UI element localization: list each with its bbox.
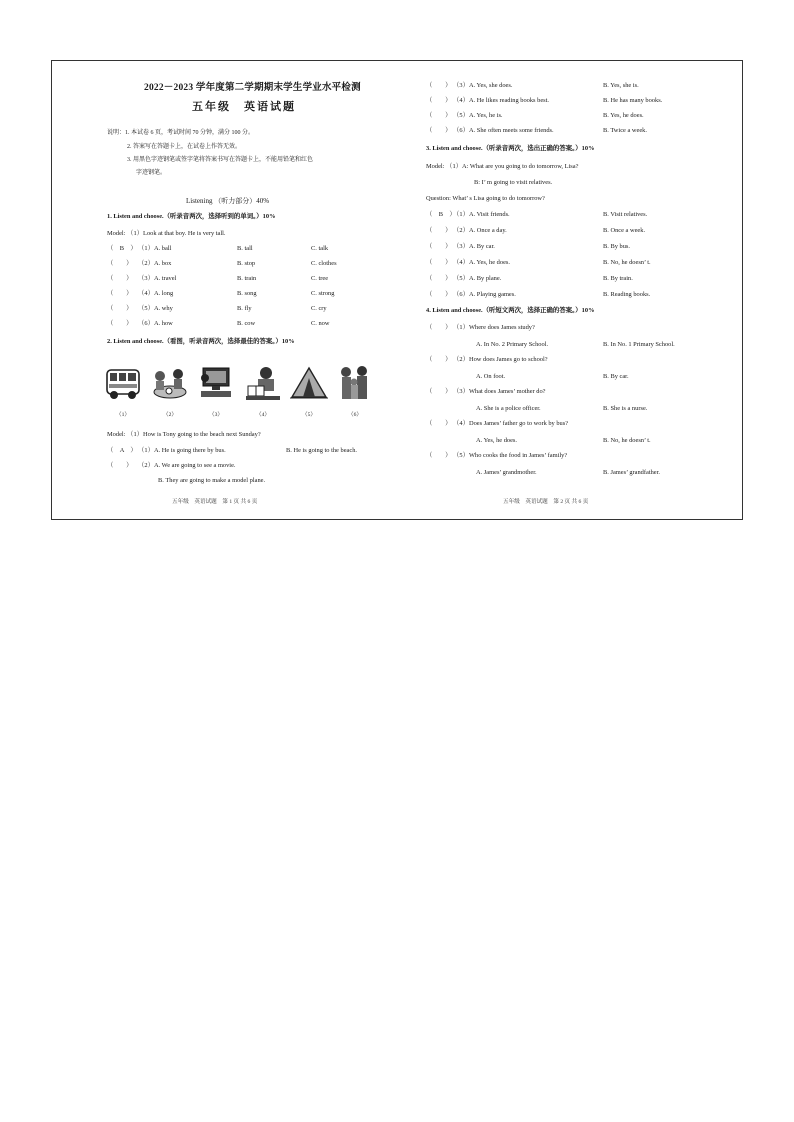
section3-heading: 3. Listen and choose.（听录音两次，选出正确的答案。）10%	[426, 145, 595, 152]
answer-blank[interactable]: （ ）	[426, 227, 452, 234]
answer-blank[interactable]: （ ）	[426, 420, 452, 427]
exam-sheet	[51, 60, 743, 520]
picture-label: （2）	[163, 412, 177, 418]
option-a: （2）A. We are going to see a movie.	[138, 462, 236, 469]
answer-blank[interactable]: （ ）	[426, 388, 452, 395]
answer-blank[interactable]: （ A ）	[107, 447, 137, 454]
option-a: （4）A. long	[138, 290, 174, 297]
option-a: A. James’ grandmother.	[476, 469, 537, 476]
instruction-line: 3. 用黑色字迹钢笔或签字笔将答案书写在答题卡上，不能用铅笔和红色	[127, 157, 314, 163]
answer-blank[interactable]: （ ）	[426, 275, 452, 282]
option-b: B. cow	[237, 320, 256, 327]
option-a: A. She is a police officer.	[476, 405, 541, 412]
exam-subtitle: 五年级 英语试题	[192, 101, 296, 113]
section1-heading: 1. Listen and choose.（听录音两次，选择听到的单词。）10%	[107, 213, 276, 220]
answer-blank[interactable]: （ ）	[426, 259, 452, 266]
question-text: （4）Does James’ father go to work by bus?	[453, 420, 569, 427]
question-text: （1）Where does James study?	[453, 324, 535, 331]
option-c: C. tree	[311, 275, 329, 282]
option-b: B. Visit relatives.	[603, 211, 648, 218]
answer-blank[interactable]: （ ）	[107, 462, 133, 469]
answer-blank[interactable]: （ B ）	[426, 211, 456, 218]
answer-blank[interactable]: （ ）	[426, 112, 452, 119]
answer-blank[interactable]: （ ）	[426, 291, 452, 298]
option-a: A. Yes, he does.	[476, 437, 518, 444]
page-1	[52, 61, 398, 519]
instruction-line: 字迹钢笔。	[136, 170, 167, 176]
option-a: （6）A. She often meets some friends.	[453, 127, 554, 134]
option-b: B. tall	[237, 245, 253, 252]
answer-blank[interactable]: （ ）	[426, 243, 452, 250]
option-b: B. She is a nurse.	[603, 405, 648, 412]
option-a: （4）A. He likes reading books best.	[453, 97, 550, 104]
tent-icon	[290, 364, 328, 402]
option-a: （3）A. travel	[138, 275, 177, 282]
section2-model: Model: （1）How is Tony going to the beach next Sunday?	[107, 431, 261, 438]
option-a: （2）A. box	[138, 260, 172, 267]
option-a: （3）A. Yes, she does.	[453, 82, 513, 89]
answer-blank[interactable]: （ ）	[107, 260, 133, 267]
option-b: B. By car.	[603, 373, 629, 380]
option-a: （1）A. Visit friends.	[453, 211, 510, 218]
family-icon	[336, 364, 374, 402]
picture-label: （5）	[302, 412, 316, 418]
option-b: B. By train.	[603, 275, 633, 282]
page-footer: 五年级 英语试题 第 2 页 共 6 页	[503, 499, 589, 505]
option-b: B. Yes, he does.	[603, 112, 644, 119]
option-a: （1）A. He is going there by bus.	[138, 447, 226, 454]
answer-blank[interactable]: （ ）	[426, 97, 452, 104]
family-meal-icon	[151, 364, 189, 402]
option-b: B. In No. 1 Primary School.	[603, 341, 675, 348]
option-a: （6）A. Playing games.	[453, 291, 516, 298]
option-b: B. Once a week.	[603, 227, 646, 234]
option-b: B. He has many books.	[603, 97, 663, 104]
answer-blank[interactable]: （ ）	[107, 275, 133, 282]
option-b: B. song	[237, 290, 257, 297]
option-b: B. By bus.	[603, 243, 630, 250]
option-a: （2）A. Once a day.	[453, 227, 507, 234]
option-b: B. Reading books.	[603, 291, 651, 298]
option-a: （5）A. Yes, he is.	[453, 112, 503, 119]
question-text: （5）Who cooks the food in James’ family?	[453, 452, 568, 459]
answer-blank[interactable]: （ B ）	[107, 245, 137, 252]
option-b: B. James’ grandfather.	[603, 469, 661, 476]
option-b: B. train	[237, 275, 257, 282]
option-b: B. He is going to the beach.	[286, 447, 357, 454]
option-a: （1）A. ball	[138, 245, 172, 252]
reading-boy-icon	[244, 364, 282, 402]
option-c: C. now	[311, 320, 330, 327]
page-2	[398, 61, 744, 519]
picture-label: （3）	[209, 412, 223, 418]
answer-blank[interactable]: （ ）	[107, 320, 133, 327]
option-a: （5）A. why	[138, 305, 173, 312]
option-c: C. talk	[311, 245, 329, 252]
option-a: （4）A. Yes, he does.	[453, 259, 510, 266]
option-c: C. clothes	[311, 260, 337, 267]
question-text: （3）What does James’ mother do?	[453, 388, 546, 395]
option-b: B. fly	[237, 305, 252, 312]
option-a: （3）A. By car.	[453, 243, 495, 250]
answer-blank[interactable]: （ ）	[107, 305, 133, 312]
question-text: （2）How does James go to school?	[453, 356, 548, 363]
computer-icon	[197, 364, 235, 402]
option-a: （6）A. how	[138, 320, 173, 327]
instruction-line: 说明：1. 本试卷 6 页，考试时间 70 分钟，满分 100 分。	[107, 130, 255, 136]
section2-heading: 2. Listen and choose.（看图，听录音两次，选择最佳的答案。）10%	[107, 338, 295, 345]
bus-icon	[104, 364, 142, 402]
option-a: A. On foot.	[476, 373, 506, 380]
picture-label: （6）	[348, 412, 362, 418]
page-footer: 五年级 英语试题 第 1 页 共 6 页	[172, 499, 258, 505]
section1-model: Model: （1）Look at that boy. He is very tall.	[107, 230, 226, 237]
picture-label: （1）	[116, 412, 130, 418]
option-c: C. cry	[311, 305, 327, 312]
option-b: B. stop	[237, 260, 256, 267]
option-b: B. They are going to make a model plane.	[158, 477, 266, 484]
picture-label: （4）	[256, 412, 270, 418]
section3-model: Model: （1）A: What are you going to do tomorrow, Lisa?	[426, 163, 579, 170]
option-a: A. In No. 2 Primary School.	[476, 341, 549, 348]
exam-title: 2022－2023 学年度第二学期期末学生学业水平检测	[144, 83, 361, 93]
answer-blank[interactable]: （ ）	[426, 356, 452, 363]
option-b: B. No, he doesn’ t.	[603, 259, 651, 266]
answer-blank[interactable]: （ ）	[426, 452, 452, 459]
answer-blank[interactable]: （ ）	[426, 324, 452, 331]
section3-model-answer: B: I’ m going to visit relatives.	[474, 179, 553, 186]
answer-blank[interactable]: （ ）	[426, 82, 452, 89]
listening-heading: Listening （听力部分）40%	[186, 197, 270, 205]
option-b: B. No, he doesn’ t.	[603, 437, 651, 444]
section4-heading: 4. Listen and choose.（听短文两次，选择正确的答案。）10%	[426, 307, 595, 314]
section3-question: Question: What’ s Lisa going to do tomorrow?	[426, 195, 545, 202]
option-a: （5）A. By plane.	[453, 275, 502, 282]
option-b: B. Twice a week.	[603, 127, 647, 134]
instruction-line: 2. 答案写在答题卡上，在试卷上作答无效。	[127, 144, 242, 150]
answer-blank[interactable]: （ ）	[107, 290, 133, 297]
picture-row	[104, 364, 374, 418]
answer-blank[interactable]: （ ）	[426, 127, 452, 134]
option-b: B. Yes, she is.	[603, 82, 639, 89]
option-c: C. strong	[311, 290, 335, 297]
